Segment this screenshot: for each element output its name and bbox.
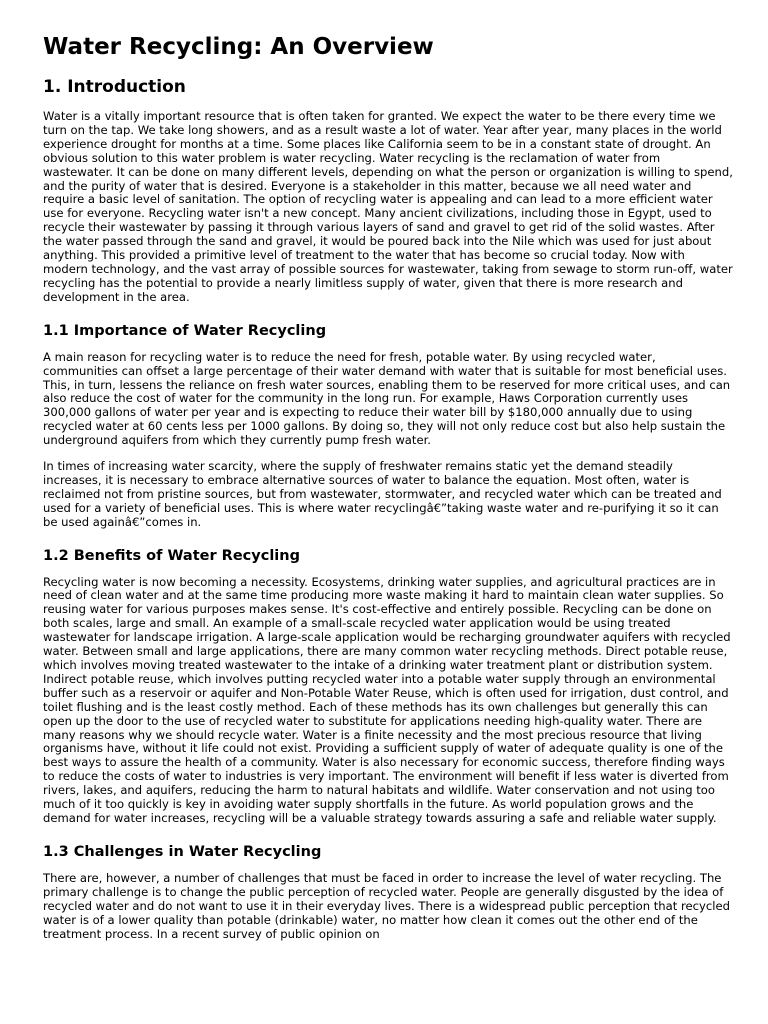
section-heading-importance: 1.1 Importance of Water Recycling [43,322,327,339]
paragraph-importance-1: A main reason for recycling water is to reduce the need for fresh, potable water. By using recycled water, communities can offset a large percentage of their water demand with water that is suitable for most beneficial uses. This, in turn, lessens the reliance on fresh water sources, enabling them to be reserved for more critical uses, and can also reduce the cost of water for the community in the long run. For example, Haws Corporation currently uses 300,000 gallons of water per year and is expecting to reduce their water bill by $180,000 annually due to using recycled water at 60 cents less per 1000 gallons. By doing so, they will not only reduce cost but also help sustain the underground aquifers from which they currently pump fresh water. [43,349,731,448]
paragraph-challenges: There are, however, a number of challenges that must be faced in order to increase the level of water recycling. The primary challenge is to change the public perception of recycled water. People are generally disgusted by the idea of recycled water and do not want to use it in their everyday lives. There is a widespread public perception that recycled water is of a lower quality than potable (drinkable) water, no matter how clean it comes out the other end of the treatment process. In a recent survey of public opinion on [43,870,730,941]
paragraph-benefits: Recycling water is now becoming a necessity. Ecosystems, drinking water supplies, and agricultural practices are in need of clean water and at the same time producing more waste making it hard to maintain clean water supplies. So reusing water for various purposes makes sense. It's cost-effective and entirely possible. Recycling can be done on both scales, large and small. An example of a small-scale recycled water application would be using treated wastewater for landscape irrigation. A large-scale application would be recharging groundwater aquifers with recycled water. Between small and large applications, there are many common water recycling methods. Direct potable reuse, which involves moving treated wastewater to the intake of a drinking water treatment plant or distribution system. Indirect potable reuse, which involves putting recycled water into a potable water supply through an environmental buffer such as a reservoir or aquifer and Non-Potable Water Reuse, which is often used for irrigation, dust control, and toilet flushing and is the least costly method. Each of these methods has its own challenges but generally this can open up the door to the use of recycled water to substitute for applications needing high-quality water. There are many reasons why we should recycle water. Water is a finite necessity and the most precious resource that living organisms have, without it life could not exist. Providing a sufficient supply of water of adequate quality is one of the best ways to assure the health of a community. Water is also necessary for economic success, therefore finding ways to reduce the costs of water to industries is very important. The environment will benefit if less water is diverted from rivers, lakes, and aquifers, reducing the harm to natural habitats and wildlife. Water conservation and not using too much of it too quickly is key in avoiding water supply shortfalls in the future. As world population grows and the demand for water increases, recycling will be a valuable strategy towards assuring a safe and reliable water supply. [43,574,731,825]
section-heading-challenges: 1.3 Challenges in Water Recycling [43,843,322,860]
document-title: Water Recycling: An Overview [43,34,434,60]
section-heading-benefits: 1.2 Benefits of Water Recycling [43,547,300,564]
section-heading-introduction: 1. Introduction [43,77,186,97]
paragraph-importance-2: In times of increasing water scarcity, where the supply of freshwater remains static yet the demand steadily increases, it is necessary to embrace alternative sources of water to balance the equation. Most often, water is reclaimed not from pristine sources, but from wastewater, stormwater, and recycled water which can be treated and used for a variety of beneficial uses. This is where water recyclingâ€”taking waste water and re-purifying it so it can be used againâ€”comes in. [43,459,722,529]
paragraph-introduction: Water is a vitally important resource that is often taken for granted. We expect the water to be there every time we turn on the tap. We take long showers, and as a result waste a lot of water. Year after year, many places in the world experience drought for months at a time. Some places like California seem to be in a constant state of drought. An obvious solution to this water problem is water recycling. Water recycling is the reclamation of water from wastewater. It can be done on many different levels, depending on what the person or organization is willing to spend, and the purity of water that is desired. Everyone is a stakeholder in this matter, because we all need water and require a basic level of sanitation. The option of recycling water is appealing and can lead to a more efficient water use for everyone. Recycling water isn't a new concept. Many ancient civilizations, including those in Egypt, used to recycle their wastewater by passing it through various layers of sand and gravel to get rid of the solid wastes. After the water passed through the sand and gravel, it would be poured back into the Nile which was used for just about anything. This provided a primitive level of treatment to the water that has become so crucial today. Now with modern technology, and the vast array of possible sources for wastewater, taking from sewage to storm run-off, water recycling has the potential to provide a nearly limitless supply of water, given that there is more research and development in the area. [43,109,733,304]
